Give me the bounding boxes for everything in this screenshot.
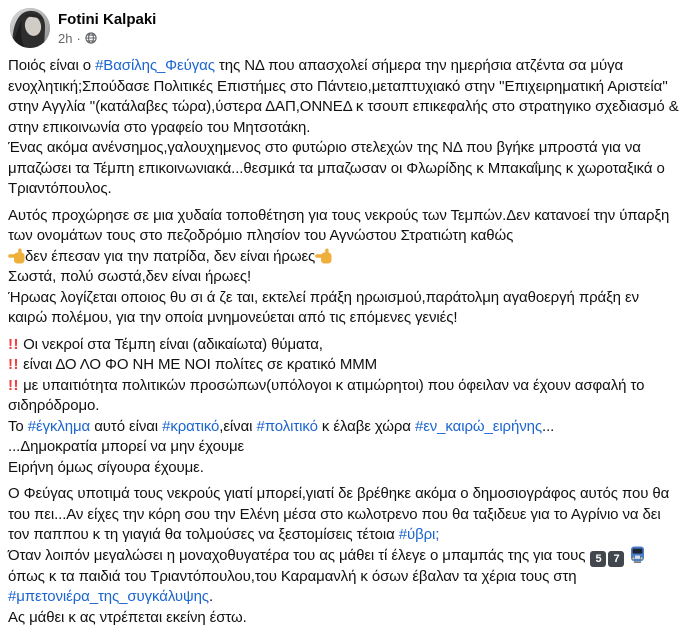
post-body [8, 56, 682, 628]
hashtag-link[interactable]: #εν_καιρώ_ειρήνης [414, 417, 542, 435]
timestamp[interactable]: 2h [58, 30, 73, 46]
post-paragraph: Ποιός είναι ο #Βασίλης_Φεύγας της ΝΔ που απασχολεί σήμερα την ημερήσια ατζέντα σα μύγα ενοχλητική;Σπούδασε Πολιτικές Επιστήμες στο Πάντειο,μεταπτυχιακό στην ''Επιχειρηματική Αριστεία'' στην Αγγλία ''(κατάλαβες τώρα),ύστερα ΔΑΠ,ΟΝΝΕΔ κ τσουπ επικεφαλής στο στρατηγικο σχεδιασμό & στην επικοινωνία στο γραφείο του Μητσοτάκη. Ένας ακόμα ανένσημος,γαλουχημενος στο φυτώριο στελεχών της ΝΔ που βγήκε μπροστά για να μπαζώσει τα Τέμπη επικοινωνιακά...θεσμικά τα μπαζωσαν οι Φλωρίδης κ Μπακαΐμης κ χωροταξικά ο Τριαντόπουλος. [8, 57, 679, 197]
keycap-7-emoji: 7 [608, 551, 624, 567]
post-paragraph: Ο Φεύγας υποτιμά τους νεκρούς γιατί μπορεί,γιατί δε βρέθηκε ακόμα ο δημοσιογράφος αυτός που θα του πει...Αν είχες την κόρη σου την Ελένη μέσα στο κωλοτρενο που θα ταξιδευε για το Αγρίνιο να δει τον παππου κ τη γιαγιά θα τολμούσες να ξεστομίσεις τέτοια #ύβρι; Όταν λοιπόν μεγαλώσει η μοναχοθυγατέρα του ας μάθει τί έλεγε ο μπαμπάς της για τους 5 7 όπως κ τα παιδιά του Τριαντόπουλου,του Καραμανλή κ όσων έβαλαν τα χέρια τους στη #μπετονιέρα_της_συγκάλυψης. Ας μάθει κ ας ντρέπεται εκείνη έστω. [8, 485, 670, 626]
hashtag-link[interactable]: #κρατικό [162, 417, 220, 435]
train-emoji [630, 546, 645, 563]
hashtag-link[interactable]: #πολιτικό [256, 417, 318, 435]
hashtag-link[interactable]: #μπετονιέρα_της_συγκάλυψης [8, 588, 209, 605]
globe-icon [85, 32, 97, 44]
avatar-photo [10, 8, 50, 48]
double-exclamation-emoji: !! [8, 335, 19, 353]
double-exclamation-emoji: !! [8, 356, 19, 373]
hashtag-link[interactable]: #ύβρι; [398, 526, 440, 543]
header-meta [58, 10, 156, 47]
avatar[interactable] [10, 8, 50, 48]
hashtag-link[interactable]: #έγκλημα [27, 417, 91, 435]
post-header [10, 8, 682, 48]
point-left-hand-emoji [8, 248, 25, 264]
point-left-hand-emoji [315, 248, 332, 264]
keycap-5-emoji: 5 [590, 551, 606, 567]
hashtag-link[interactable]: #Βασίλης_Φεύγας [95, 57, 215, 74]
post-subline [58, 30, 156, 47]
post-paragraph: !! Οι νεκροί στα Τέμπη είναι (αδικαίωτα) θύματα, !! είναι ΔΟ ΛΟ ΦΟ ΝΗ ΜΕ ΝΟΙ πολίτες σε κρατικό ΜΜΜ !! με υπαιτιότητα πολιτικών προσώπων(υπόλογοι κ ατιμώρητοι) που όφειλαν να έχουν ασφαλή το σιδηρόδρομο. Το #έγκλημα αυτό είναι #κρατικό,είναι #πολιτικό κ έλαβε χώρα #εν_καιρώ_ειρήνης... ...Δημοκρατία μπορεί να μην έχουμε Ειρήνη όμως σίγουρα έχουμε. [8, 335, 645, 476]
post-paragraph: Αυτός προχώρησε σε μια χυδαία τοποθέτηση για τους νεκρούς των Τεμπών.Δεν κατανοεί την ύπαρξη των ονομάτων τους στο πεζοδρόμιο πλησίον του Αγνώστου Στρατιώτη καθώς δεν έπεσαν για την πατρίδα, δεν είναι ήρωες Σωστά, πολύ σωστά,δεν είναι ήρωες! Ήρωας λογίζεται οποιος θυ σι ά ζε ται, εκτελεί πράξη ηρωισμού,παράτολμη αγαθοεργή πράξη εν καιρώ πολέμου, για την οποία μνημονεύεται από τις επόμενες γενιές! [8, 206, 670, 326]
separator-dot: · [76, 30, 81, 46]
double-exclamation-emoji: !! [8, 376, 19, 394]
author-name[interactable]: Fotini Kalpaki [58, 10, 157, 28]
